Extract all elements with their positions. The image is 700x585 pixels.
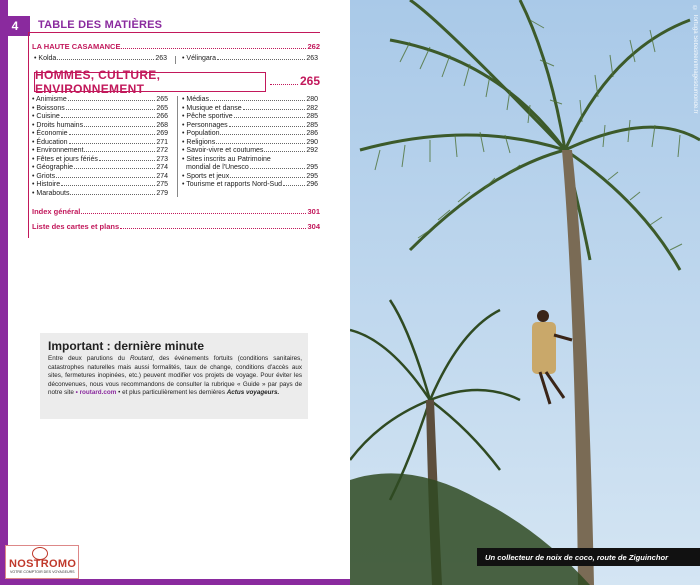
bottom-edge-bar (0, 579, 350, 585)
toc-entry-page: 304 (307, 222, 320, 231)
toc-subentry[interactable] (32, 139, 168, 146)
toc-subentry-label: • Économie (32, 130, 68, 137)
toc-subentry-page: 279 (156, 190, 168, 197)
toc-subentry-label: • Animisme (32, 96, 67, 103)
logo-wordmark: NOSTROMO (9, 558, 77, 570)
toc-subentry-label: • Fêtes et jours fériés (32, 156, 98, 163)
toc-subentry-label: • Marabouts (32, 190, 70, 197)
toc-subentry-page: 290 (306, 139, 318, 146)
toc-entry-label: LA HAUTE CASAMANCE (32, 42, 121, 51)
toc-subentry-page: 271 (156, 139, 168, 146)
leader-dots (61, 117, 156, 118)
leader-dots (283, 185, 305, 186)
toc-subentry-label: • Kolda (34, 55, 57, 62)
section-heading-box[interactable] (34, 68, 266, 96)
toc-subentry[interactable] (32, 190, 168, 197)
toc-subentry[interactable] (182, 96, 318, 103)
routard-link[interactable]: • routard.com (75, 389, 117, 397)
page-number: 4 (0, 16, 30, 36)
toc-subentry-kolda[interactable] (34, 55, 167, 62)
leader-dots (68, 100, 156, 101)
edge-bar (0, 0, 8, 585)
toc-subentry-page: 266 (156, 113, 168, 120)
leader-dots (217, 59, 305, 60)
toc-subentry-label: • Savoir-vivre et coutumes (182, 147, 264, 154)
toc-entry-label: Index général (32, 207, 81, 216)
leader-dots (81, 213, 306, 214)
photo-credit: © Tortuga Sébastien/Imagesdumonde.fr (692, 6, 698, 114)
leader-dots (84, 151, 155, 152)
logo-tagline: VOTRE COMPTOIR DES VOYAGEURS (10, 570, 75, 574)
toc-subentry-page: 285 (306, 113, 318, 120)
toc-subentry-label: • Médias (182, 96, 209, 103)
toc-subentry[interactable] (182, 181, 318, 188)
toc-subentry[interactable] (32, 130, 168, 137)
toc-subentry-label: • Griots (32, 173, 56, 180)
page-title: TABLE DES MATIÈRES (38, 19, 163, 31)
toc-entry-index[interactable] (32, 207, 320, 216)
toc-subentry-label: • Musique et danse (182, 105, 242, 112)
toc-subentry-label: • Environnement (32, 147, 84, 154)
toc-subentry[interactable] (182, 139, 318, 146)
toc-subentry-label: • Géographie (32, 164, 73, 171)
leader-dots (84, 126, 155, 127)
toc-subentry-page: 285 (306, 122, 318, 129)
toc-subentry-page: 273 (156, 156, 168, 163)
leader-dots (216, 143, 305, 144)
toc-subentry[interactable] (32, 105, 168, 112)
important-text-part: • et plus particulièrement les dernières (116, 389, 227, 397)
leader-dots (99, 160, 155, 161)
important-title: Important : dernière minute (48, 339, 205, 353)
leader-dots (234, 117, 306, 118)
important-text-part: , des événements fortuits (conditions sanitaires, catastrophes naturelles mais aussi formalités, taux de change, conditions d'accès aux sites, fermetures inopinées, etc.) peuvent modifier vos projets de voyage. Pour éviter les déconvenues, nous vous recommandons de consulter la rubrique « Guide » par pays de notre site (48, 355, 302, 397)
leader-dots (56, 177, 155, 178)
routard-name: Routard (129, 355, 153, 362)
toc-subentry-page: 296 (306, 181, 318, 188)
leader-dots (120, 228, 306, 229)
toc-subentry-label: • Pêche sportive (182, 113, 233, 120)
toc-subentry-page: 292 (306, 147, 318, 154)
leader-dots (74, 168, 155, 169)
toc-subentry-page: 272 (156, 147, 168, 154)
toc-subentry-page: 269 (156, 130, 168, 137)
toc-subentry[interactable] (186, 164, 318, 171)
leader-dots (210, 100, 305, 101)
toc-subentry-page: 263 (306, 55, 318, 62)
toc-subentry[interactable] (182, 122, 318, 129)
toc-subentry[interactable] (182, 173, 318, 180)
toc-subentry[interactable] (32, 113, 168, 120)
leader-dots (61, 185, 155, 186)
toc-subentry-label: • Histoire (32, 181, 61, 188)
toc-subentry-velingara[interactable] (182, 55, 318, 62)
toc-subentry-page: 263 (155, 55, 167, 62)
toc-subentry[interactable] (182, 156, 318, 163)
leader-dots (220, 134, 305, 135)
toc-subentry-page: 295 (306, 173, 318, 180)
palm-tree-photo (350, 0, 700, 585)
photo-caption: Un collecteur de noix de coco, route de Ziguinchor (477, 548, 700, 566)
toc-subentry-page: 295 (306, 164, 318, 171)
toc-entry-label: Liste des cartes et plans (32, 222, 120, 231)
toc-subentry-label: • Éducation (32, 139, 68, 146)
photo-page (350, 0, 700, 585)
important-text-part: Entre deux parutions du (48, 355, 130, 362)
toc-subentry-page: 274 (156, 173, 168, 180)
toc-subentry-page: 265 (156, 105, 168, 112)
leader-dots (70, 194, 155, 195)
toc-subentry[interactable] (32, 173, 168, 180)
leader-dots (121, 48, 306, 49)
leader-dots (230, 177, 305, 178)
toc-subentry-label: • Religions (182, 139, 216, 146)
toc-subentry-page: 280 (306, 96, 318, 103)
toc-subentry[interactable] (32, 164, 168, 171)
toc-subentry-page: 265 (156, 96, 168, 103)
toc-subentry-page: 274 (156, 164, 168, 171)
toc-subentry[interactable] (32, 181, 168, 188)
toc-subentry-label: mondial de l'Unesco (186, 164, 249, 171)
leader-dots (66, 109, 156, 110)
toc-subentry[interactable] (182, 113, 318, 120)
section-page: 265 (299, 74, 320, 88)
toc-subentry-label: • Population (182, 130, 220, 137)
toc-subentry-label: • Tourisme et rapports Nord-Sud (182, 181, 282, 188)
toc-subentry-label: • Droits humains (32, 122, 84, 129)
leader-dots (69, 143, 156, 144)
leader-dots (69, 134, 156, 135)
toc-subentry-label: • Cuisine (32, 113, 60, 120)
toc-subentry-label: • Sites inscrits au Patrimoine (182, 156, 271, 163)
leader-dots (264, 151, 305, 152)
section-page-ref (270, 74, 320, 90)
toc-subentry[interactable] (182, 147, 318, 154)
leader-dots (229, 126, 306, 127)
toc-subentry-page: 275 (156, 181, 168, 188)
column-divider (177, 96, 178, 197)
leader-dots (243, 109, 306, 110)
leader-dots (250, 168, 305, 169)
toc-subentry[interactable] (32, 147, 168, 154)
toc-subentry[interactable] (182, 130, 318, 137)
toc-subentry-label: • Sports et jeux (182, 173, 230, 180)
column-separator (175, 56, 176, 64)
toc-entry-cartes[interactable] (32, 222, 320, 231)
leader-dots (270, 84, 298, 85)
toc-entry-haute-casamance[interactable] (32, 42, 320, 51)
section-heading: HOMMES, CULTURE, ENVIRONNEMENT (35, 68, 161, 96)
toc-subentry-label: • Boissons (32, 105, 65, 112)
toc-subentry[interactable] (32, 96, 168, 103)
toc-subentry-label: • Personnages (182, 122, 228, 129)
toc-subentry[interactable] (182, 105, 318, 112)
nostromo-logo (5, 545, 79, 579)
leader-dots (57, 59, 154, 60)
actus-voyageurs: Actus voyageurs. (226, 389, 280, 397)
toc-subentry-page: 268 (156, 122, 168, 129)
toc-subentry[interactable] (32, 156, 168, 163)
toc-entry-page: 301 (307, 207, 320, 216)
toc-subentry[interactable] (32, 122, 168, 129)
toc-subentry-page: 282 (306, 105, 318, 112)
toc-entry-page: 262 (307, 42, 320, 51)
important-text (48, 355, 302, 398)
toc-subentry-label: • Vélingara (182, 55, 216, 62)
toc-subentry-page: 286 (306, 130, 318, 137)
